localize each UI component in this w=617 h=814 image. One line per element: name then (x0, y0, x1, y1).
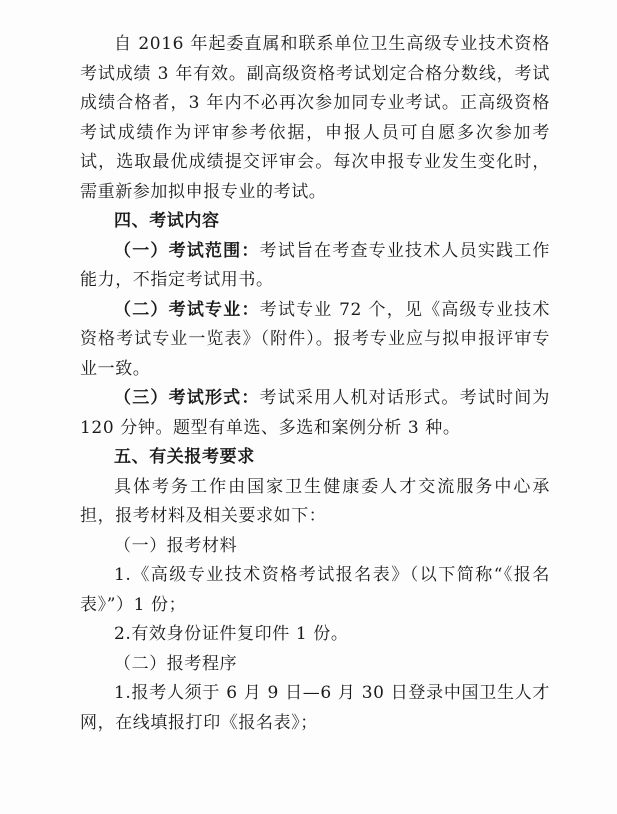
label-exam-scope: （一）考试范围： (114, 240, 260, 261)
label-exam-specialty: （二）考试专业： (114, 299, 260, 320)
subheading-materials: （一）报考材料 (114, 535, 238, 556)
heading-exam-content: 四、考试内容 (114, 211, 220, 231)
subheading-procedure: （二）报考程序 (114, 653, 238, 674)
paragraph-material-form: 1.《高级专业技术资格考试报名表》（以下简称“《报名表》”）1 份； (80, 565, 550, 615)
text-exam-specialty: 考试专业 72 个，见《高级专业技术资格考试专业一览表》（附件）。报考专业应与拟申报评审专业一致。 (80, 299, 550, 379)
paragraph-exam-format (80, 384, 550, 443)
label-exam-format: （三）考试形式： (114, 388, 260, 408)
text-exam-scope: 考试旨在考查专业技术人员实践工作能力，不指定考试用书。 (80, 240, 550, 290)
document-body (80, 30, 550, 738)
heading-registration-requirements: 五、有关报考要求 (114, 447, 255, 467)
paragraph-score-validity: 自 2016 年起委直属和联系单位卫生高级专业技术资格考试成绩 3 年有效。副高级资格考试划定合格分数线，考试成绩合格者，3 年内不必再次参加同专业考试。正高级资格考试成绩作为评审参考依据，申报人员可自愿多次参加考试，选取最优成绩提交评审会。每次申报专业发生变化时，需重新参加拟申报专业的考试。 (80, 34, 550, 202)
paragraph-procedure-step1: 1.报考人须于 6 月 9 日—6 月 30 日登录中国卫生人才网，在线填报打印《报名表》； (80, 683, 550, 733)
paragraph-exam-specialty (80, 296, 550, 385)
text-exam-format: 考试采用人机对话形式。考试时间为 120 分钟。题型有单选、多选和案例分析 3 种。 (80, 388, 550, 438)
paragraph-exam-scope (80, 237, 550, 296)
paragraph-material-id: 2.有效身份证件复印件 1 份。 (114, 624, 349, 644)
paragraph-exam-affairs: 具体考务工作由国家卫生健康委人才交流服务中心承担，报考材料及相关要求如下： (80, 476, 550, 526)
